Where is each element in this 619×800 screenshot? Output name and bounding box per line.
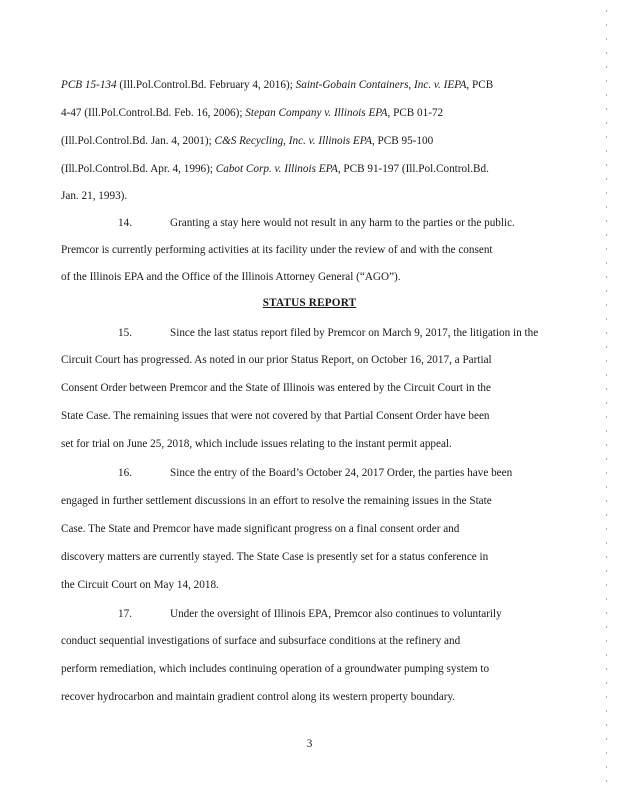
paragraph-17-line: recover hydrocarbon and maintain gradient control along its western property boundary. [61,691,456,703]
paragraph-17-first-line: 17. Under the oversight of Illinois EPA, Premcor also continues to voluntarily [118,608,502,620]
paragraph-number: 15. [118,327,132,339]
paragraph-15-first-line: 15. Since the last status report filed by Premcor on March 9, 2017, the litigation in the [118,327,539,339]
paragraph-number: 16. [118,467,132,479]
paragraph-16-line: the Circuit Court on May 14, 2018. [61,579,219,591]
citation-line-3: (Ill.Pol.Control.Bd. Jan. 4, 2001); C&S Recycling, Inc. v. Illinois EPA, PCB 95-100 [61,135,434,147]
paragraph-16-line: discovery matters are currently stayed. The State Case is presently set for a status conference in [61,551,489,563]
citation-line-5: Jan. 21, 1993). [61,190,128,202]
paragraph-14-line: Premcor is currently performing activities at its facility under the review of and with the consent [61,244,493,256]
page-number: 3 [306,738,313,750]
scan-edge-marks [606,10,607,790]
paragraph-14-line: of the Illinois EPA and the Office of the Illinois Attorney General (“AGO”). [61,271,401,283]
paragraph-15-line: set for trial on June 25, 2018, which include issues relating to the instant permit appeal. [61,438,452,450]
paragraph-number: 14. [118,217,132,229]
paragraph-16-line: engaged in further settlement discussions in an effort to resolve the remaining issues in the State [61,495,492,507]
paragraph-17-line: perform remediation, which includes continuing operation of a groundwater pumping system to [61,663,490,675]
citation-line-2: 4-47 (Ill.Pol.Control.Bd. Feb. 16, 2006); Stepan Company v. Illinois EPA, PCB 01-72 [61,107,444,119]
paragraph-14-first-line: 14. Granting a stay here would not result in any harm to the parties or the public. [118,217,515,229]
paragraph-15-line: Circuit Court has progressed. As noted in our prior Status Report, on October 16, 2017, a Partial [61,354,492,366]
paragraph-16-line: Case. The State and Premcor have made significant progress on a final consent order and [61,523,460,535]
section-heading: STATUS REPORT [262,297,357,309]
paragraph-15-line: State Case. The remaining issues that were not covered by that Partial Consent Order have been [61,410,490,422]
paragraph-15-line: Consent Order between Premcor and the State of Illinois was entered by the Circuit Court in the [61,382,491,394]
paragraph-16-first-line: 16. Since the entry of the Board’s October 24, 2017 Order, the parties have been [118,467,513,479]
paragraph-17-line: conduct sequential investigations of surface and subsurface conditions at the refinery and [61,635,461,647]
paragraph-number: 17. [118,608,132,620]
citation-line-1: PCB 15-134 (Ill.Pol.Control.Bd. February 4, 2016); Saint-Gobain Containers, Inc. v. IEPA, PCB [61,79,494,91]
citation-line-4: (Ill.Pol.Control.Bd. Apr. 4, 1996); Cabot Corp. v. Illinois EPA, PCB 91-197 (Ill.Pol.Control.Bd. [61,163,489,175]
